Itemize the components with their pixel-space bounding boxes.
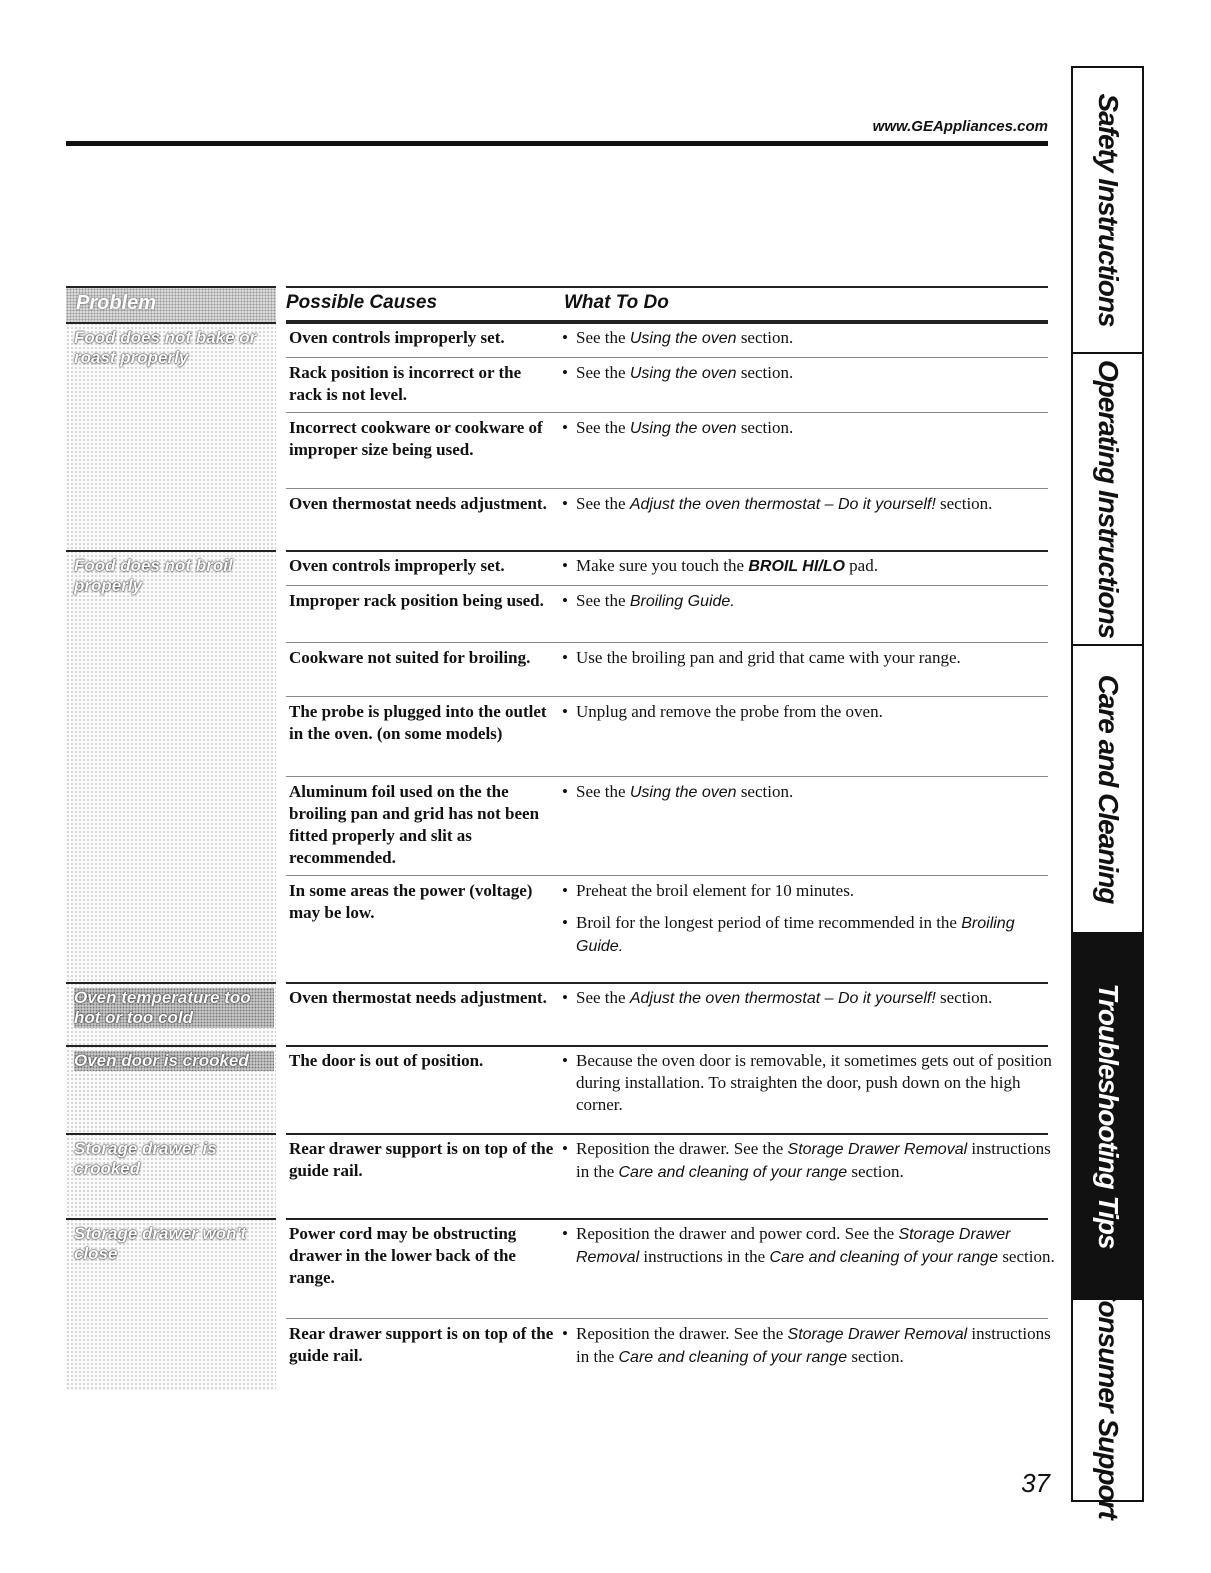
problem-group xyxy=(66,1045,1052,1133)
todo-text: Reposition the drawer. See the xyxy=(576,1324,788,1343)
what-to-do xyxy=(562,987,1066,1010)
possible-cause: Improper rack position being used. xyxy=(289,591,544,610)
problem-group xyxy=(66,550,1048,982)
bullet: • xyxy=(562,881,568,900)
table-header xyxy=(66,286,1048,322)
todo-text: instructions in the xyxy=(639,1247,770,1266)
what-to-do xyxy=(562,701,1066,723)
website-url: www.GEAppliances.com xyxy=(872,118,1048,135)
todo-text: Broiling Guide. xyxy=(629,593,735,610)
todo-item xyxy=(562,701,1066,723)
todo-text: Adjust the oven thermostat – Do it yourself! xyxy=(629,990,936,1007)
todo-text: Storage Drawer Removal xyxy=(787,1141,968,1158)
todo-text: See the xyxy=(576,328,630,347)
todo-item xyxy=(562,647,1066,669)
what-to-do xyxy=(562,1323,1066,1369)
problem-rule xyxy=(66,1218,276,1220)
todo-text: Using the oven xyxy=(629,365,737,382)
problem-label: Food does not broil properly xyxy=(74,556,233,595)
possible-cause: The door is out of position. xyxy=(289,1051,484,1070)
todo-text: BROIL HI/LO xyxy=(748,558,845,575)
todo-text: instructions in the xyxy=(576,1139,1051,1181)
possible-cause: Aluminum foil used on the the broiling pan and grid has not been fitted properly and slit as recommended. xyxy=(289,782,540,867)
what-to-do xyxy=(562,327,1066,350)
bullet: • xyxy=(562,648,568,667)
todo-text: Storage Drawer Removal xyxy=(576,1226,1011,1266)
what-to-do xyxy=(562,781,1066,804)
todo-text: Using the oven xyxy=(629,330,737,347)
todo-text: Broiling Guide. xyxy=(576,915,1015,955)
row-divider xyxy=(286,357,1048,358)
what-to-do xyxy=(562,880,1066,958)
section-tab-label: Care and Cleaning xyxy=(1092,674,1124,904)
possible-cause: Oven thermostat needs adjustment. xyxy=(289,988,547,1007)
problem-label: Storage drawer won't close xyxy=(74,1224,247,1263)
todo-text: Use the broiling pan and grid that came with your range. xyxy=(576,648,961,667)
todo-text: Because the oven door is removable, it sometimes gets out of position during installation. To straighten the door, push down on the high corner. xyxy=(576,1051,1052,1114)
problem-group xyxy=(66,1218,1055,1390)
todo-text: section. xyxy=(736,418,794,437)
todo-text: Reposition the drawer and power cord. See the xyxy=(576,1224,899,1243)
todo-text: Care and cleaning of your range xyxy=(618,1164,848,1181)
bullet: • xyxy=(562,1139,568,1158)
todo-text: Storage Drawer Removal xyxy=(787,1326,968,1343)
todo-item xyxy=(562,555,1066,578)
what-to-do xyxy=(562,555,1066,578)
row-divider xyxy=(286,696,1048,697)
problem-rule xyxy=(66,982,276,984)
what-to-do xyxy=(562,1223,1066,1269)
todo-item xyxy=(562,912,1066,958)
todo-item xyxy=(562,590,1066,613)
todo-text: section. xyxy=(736,363,794,382)
row-divider xyxy=(286,412,1048,413)
what-to-do xyxy=(562,647,1066,669)
todo-item xyxy=(562,781,1066,804)
possible-cause: In some areas the power (voltage) may be low. xyxy=(289,881,533,922)
section-tab[interactable] xyxy=(1073,1281,1142,1519)
bullet: • xyxy=(562,702,568,721)
problem-rule xyxy=(66,322,276,324)
todo-header: What To Do xyxy=(564,286,1048,322)
what-to-do xyxy=(562,590,1066,613)
todo-text: See the xyxy=(576,418,630,437)
problem-rule xyxy=(66,1133,276,1135)
todo-text: pad. xyxy=(844,556,878,575)
row-divider xyxy=(286,642,1048,643)
bullet: • xyxy=(562,363,568,382)
todo-text: section. xyxy=(736,328,794,347)
row-divider xyxy=(286,488,1048,489)
what-to-do xyxy=(562,362,1066,385)
problem-header-cell xyxy=(66,286,276,322)
todo-text: Broil for the longest period of time recommended in the xyxy=(576,913,962,932)
row-divider xyxy=(286,875,1048,876)
section-tab[interactable] xyxy=(1073,68,1142,354)
problem-label: Storage drawer is crooked xyxy=(74,1139,217,1178)
bullet: • xyxy=(562,1051,568,1070)
section-tabs xyxy=(1071,66,1144,1519)
todo-text: Using the oven xyxy=(629,420,737,437)
bullet: • xyxy=(562,328,568,347)
possible-cause: Incorrect cookware or cookware of improper size being used. xyxy=(289,418,543,459)
todo-item xyxy=(562,493,1066,516)
todo-item xyxy=(562,1223,1066,1269)
todo-text: Preheat the broil element for 10 minutes. xyxy=(576,881,855,900)
possible-cause: Oven controls improperly set. xyxy=(289,556,505,575)
section-tab-label: Troubleshooting Tips xyxy=(1092,983,1124,1249)
row-divider xyxy=(286,776,1048,777)
todo-text: section. xyxy=(736,782,794,801)
todo-text: Reposition the drawer. See the xyxy=(576,1139,788,1158)
problem-group xyxy=(66,322,1048,550)
bullet: • xyxy=(562,418,568,437)
todo-text: section. xyxy=(847,1347,904,1366)
todo-item xyxy=(562,327,1066,350)
group-rule xyxy=(286,1045,1048,1047)
problem-group xyxy=(66,982,1048,1045)
possible-cause: Cookware not suited for broiling. xyxy=(289,648,531,667)
possible-cause: Power cord may be obstructing drawer in the lower back of the range. xyxy=(289,1224,517,1287)
problem-header: Problem xyxy=(76,292,157,314)
possible-cause: Rear drawer support is on top of the guide rail. xyxy=(289,1139,554,1180)
row-divider xyxy=(286,585,1048,586)
section-tab[interactable] xyxy=(1073,354,1142,646)
todo-text: section. xyxy=(847,1162,904,1181)
todo-text: See the xyxy=(576,494,630,513)
todo-text: See the xyxy=(576,988,630,1007)
group-rule xyxy=(286,1218,1048,1220)
todo-item xyxy=(562,362,1066,385)
todo-text: See the xyxy=(576,363,630,382)
possible-cause: Oven controls improperly set. xyxy=(289,328,505,347)
section-tab-label: Consumer Support xyxy=(1092,1281,1124,1519)
group-rule xyxy=(286,1133,1048,1135)
what-to-do xyxy=(562,493,1066,516)
todo-text: Adjust the oven thermostat – Do it yourself! xyxy=(629,496,936,513)
what-to-do xyxy=(562,417,1066,440)
todo-text: Unplug and remove the probe from the oven. xyxy=(576,702,883,721)
todo-item xyxy=(562,1138,1066,1184)
causes-header: Possible Causes xyxy=(286,286,564,322)
possible-cause: Rack position is incorrect or the rack is not level. xyxy=(289,363,522,404)
todo-text: Care and cleaning of your range xyxy=(618,1349,848,1366)
todo-item xyxy=(562,1050,1066,1116)
section-tab-label: Operating Instructions xyxy=(1092,359,1124,639)
todo-item xyxy=(562,417,1066,440)
what-to-do xyxy=(562,1050,1066,1116)
todo-text: instructions in the xyxy=(576,1324,1051,1366)
todo-text: Make sure you touch the xyxy=(576,556,749,575)
group-rule xyxy=(286,982,1048,984)
todo-text: section. xyxy=(935,988,993,1007)
section-tab[interactable] xyxy=(1073,934,1142,1300)
possible-cause: Rear drawer support is on top of the guide rail. xyxy=(289,1324,554,1365)
what-to-do xyxy=(562,1138,1066,1184)
todo-text: Care and cleaning of your range xyxy=(769,1249,999,1266)
todo-item xyxy=(562,1323,1066,1369)
bullet: • xyxy=(562,782,568,801)
todo-item xyxy=(562,987,1066,1010)
todo-item xyxy=(562,880,1066,902)
bullet: • xyxy=(562,913,568,932)
todo-text: Using the oven xyxy=(629,784,737,801)
todo-text: section. xyxy=(998,1247,1055,1266)
row-divider xyxy=(286,1318,1048,1319)
problem-label: Food does not bake or roast properly xyxy=(74,328,257,367)
problem-group xyxy=(66,1133,1051,1218)
todo-text: See the xyxy=(576,591,630,610)
page-number: 37 xyxy=(1021,1468,1050,1498)
bullet: • xyxy=(562,988,568,1007)
group-rule xyxy=(286,322,1048,324)
bullet: • xyxy=(562,494,568,513)
bullet: • xyxy=(562,591,568,610)
problem-rule xyxy=(66,1045,276,1047)
problem-rule xyxy=(66,550,276,552)
bullet: • xyxy=(562,1224,568,1243)
possible-cause: The probe is plugged into the outlet in the oven. (on some models) xyxy=(289,702,547,743)
bullet: • xyxy=(562,1324,568,1343)
section-tab[interactable] xyxy=(1073,646,1142,934)
section-tab-label: Safety Instructions xyxy=(1092,93,1124,327)
problem-cell xyxy=(66,550,276,982)
possible-cause: Oven thermostat needs adjustment. xyxy=(289,494,547,513)
bullet: • xyxy=(562,556,568,575)
todo-text: See the xyxy=(576,782,630,801)
group-rule xyxy=(286,550,1048,552)
header-rule xyxy=(66,141,1048,146)
problem-label: Oven temperature too hot or too cold xyxy=(74,988,274,1028)
problem-label: Oven door is crooked xyxy=(74,1051,274,1071)
todo-text: section. xyxy=(935,494,993,513)
